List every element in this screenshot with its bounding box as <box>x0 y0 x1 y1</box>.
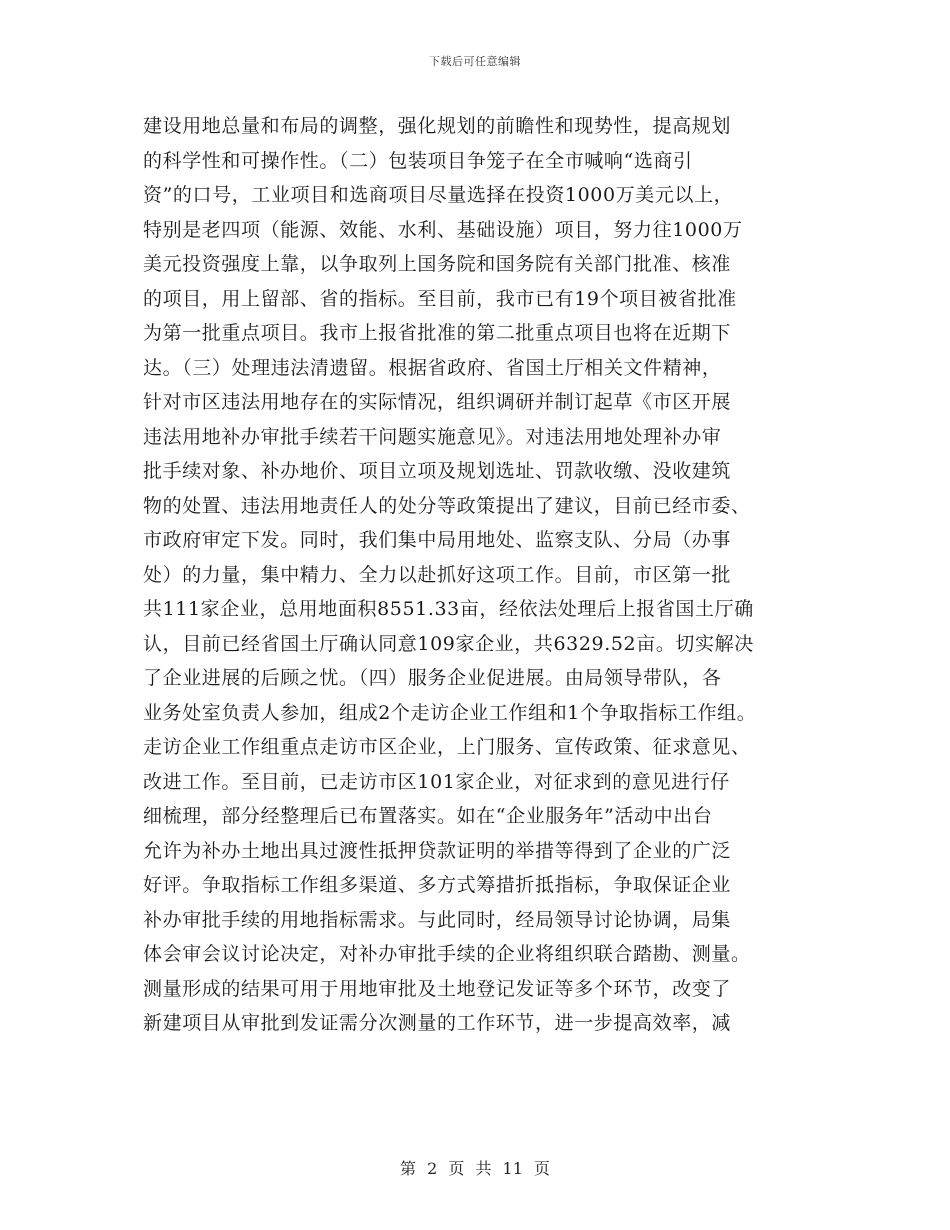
text-line: 好评。争取指标工作组多渠道、多方式筹措折抵指标，争取保证企业 <box>143 874 732 896</box>
text-line: 针对市区违法用地存在的实际情况，组织调研并制订起草《市区开展 <box>143 391 732 413</box>
text-line: 为第一批重点项目。我市上报省批准的第二批重点项目也将在近期下 <box>143 322 732 344</box>
document-body <box>143 109 933 1041</box>
text-line: 处）的力量，集中精力、全力以赴抓好这项工作。目前，市区第一批 <box>143 563 732 586</box>
page-number: 第 2 页 共 11 页 <box>400 1159 550 1178</box>
text-line: 走访企业工作组重点走访市区企业，上门服务、宣传政策、征求意见、 <box>143 736 751 758</box>
text-line: 的科学性和可操作性。（二）包装项目争笼子在全市喊响“选商引 <box>143 149 693 172</box>
text-line: 市政府审定下发。同时，我们集中局用地处、监察支队、分局（办事 <box>143 529 732 551</box>
text-line: 批手续对象、补办地价、项目立项及规划选址、罚款收缴、没收建筑 <box>143 460 732 482</box>
text-line: 体会审会议讨论决定，对补办审批手续的企业将组织联合踏勘、测量。 <box>143 943 751 965</box>
text-line: 业务处室负责人参加，组成2个走访企业工作组和1个争取指标工作组。 <box>143 701 757 724</box>
text-line: 细梳理，部分经整理后已布置落实。如在“企业服务年”活动中出台 <box>143 805 713 827</box>
text-line: 补办审批手续的用地指标需求。与此同时，经局领导讨论协调，局集 <box>143 908 732 931</box>
text-line: 的项目，用上留部、省的指标。至目前，我市已有19个项目被省批准 <box>143 287 737 310</box>
text-line: 违法用地补办审批手续若干问题实施意见》。对违法用地处理补办审 <box>143 425 722 448</box>
text-line: 达。（三）处理违法清遗留。根据省政府、省国土厅相关文件精神， <box>143 356 722 379</box>
text-line: 美元投资强度上靠，以争取列上国务院和国务院有关部门批准、核准 <box>143 253 732 275</box>
text-line: 新建项目从审批到发证需分次测量的工作环节，进一步提高效率，减 <box>143 1012 732 1034</box>
text-line: 测量形成的结果可用于用地审批及土地登记发证等多个环节，改变了 <box>143 977 732 1000</box>
text-line: 资”的口号，工业项目和选商项目尽量选择在投资1000万美元以上， <box>143 184 734 206</box>
text-line: 建设用地总量和布局的调整，强化规划的前瞻性和现势性，提高规划 <box>143 115 732 137</box>
page-header-note: 下载后可任意编辑 <box>429 55 521 68</box>
text-line: 了企业进展的后顾之忧。（四）服务企业促进展。由局领导带队，各 <box>143 667 722 689</box>
text-line: 认，目前已经省国土厅确认同意109家企业，共6329.52亩。切实解决 <box>143 632 754 655</box>
text-line: 改进工作。至目前，已走访市区101家企业，对征求到的意见进行仔 <box>143 770 730 793</box>
text-line: 共111家企业，总用地面积8551.33亩，经依法处理后上报省国土厅确 <box>143 598 754 620</box>
text-line: 特别是老四项（能源、效能、水利、基础设施）项目，努力往1000万 <box>143 218 743 241</box>
text-line: 允许为补办土地出具过渡性抵押贷款证明的举措等得到了企业的广泛 <box>143 839 732 862</box>
text-line: 物的处置、违法用地责任人的处分等政策提出了建议，目前已经市委、 <box>143 494 751 517</box>
